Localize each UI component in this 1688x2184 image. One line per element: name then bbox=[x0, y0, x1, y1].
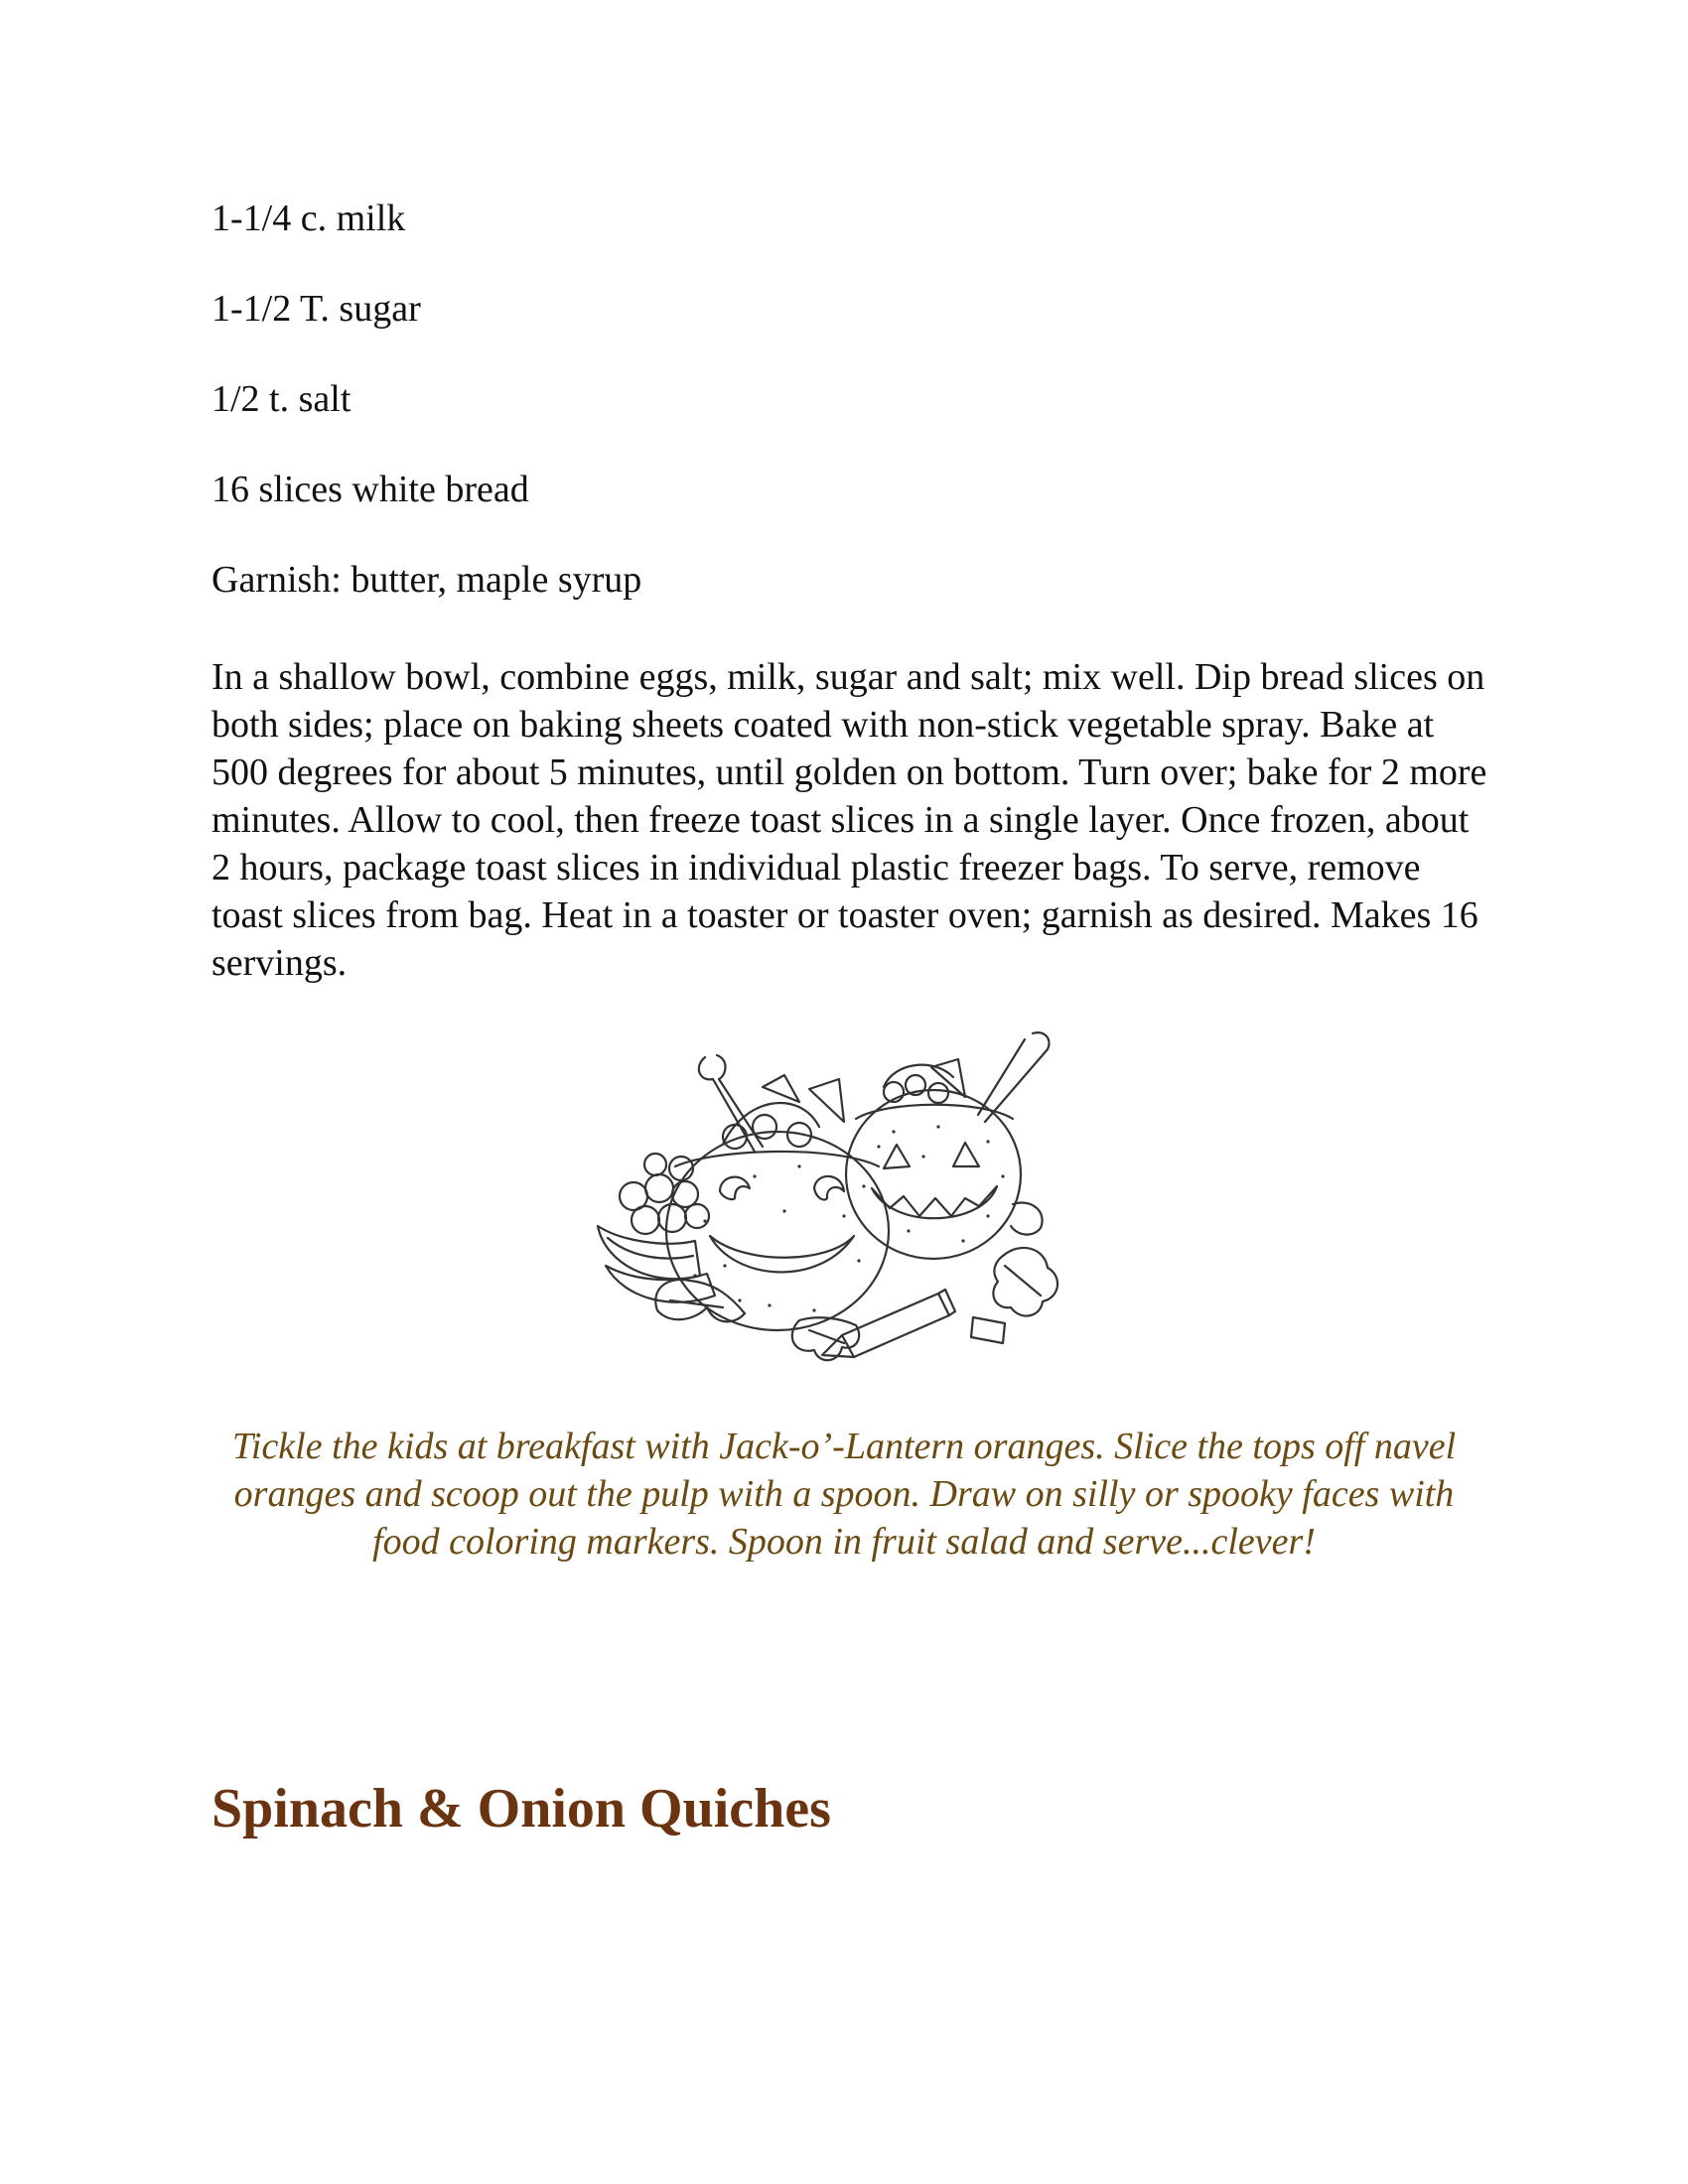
jack-o-lantern-oranges-illustration bbox=[596, 1027, 1082, 1365]
ingredient-item: Garnish: butter, maple syrup bbox=[211, 559, 642, 601]
ingredient-item: 16 slices white bread bbox=[211, 469, 529, 510]
serving-tip: Tickle the kids at breakfast with Jack-o’-Lantern oranges. Slice the tops off navel oranges and scoop out the pulp with a spoon. Draw on silly or spooky faces with food coloring markers. Spoon in fruit salad and serve...clever! bbox=[231, 1426, 1457, 1563]
recipe-title: Spinach & Onion Quiches bbox=[211, 1778, 831, 1840]
ingredient-list bbox=[211, 195, 1502, 646]
ingredient-item: 1-1/4 c. milk bbox=[211, 198, 406, 239]
ingredient-item: 1-1/2 T. sugar bbox=[211, 288, 421, 330]
ingredient-item: 1/2 t. salt bbox=[211, 378, 352, 420]
recipe-directions: In a shallow bowl, combine eggs, milk, sugar and salt; mix well. Dip bread slices on both sides; place on baking sheets coated with non-stick vegetable spray. Bake at 500 degrees for about 5 minutes, until golden on bottom. Turn over; bake for 2 more minutes. Allow to cool, then freeze toast slices in a single layer. Once frozen, about 2 hours, package toast slices in individual plastic freezer bags. To serve, remove toast slices from bag. Heat in a toaster or toaster oven; garnish as desired. Makes 16 servings. bbox=[211, 656, 1487, 984]
